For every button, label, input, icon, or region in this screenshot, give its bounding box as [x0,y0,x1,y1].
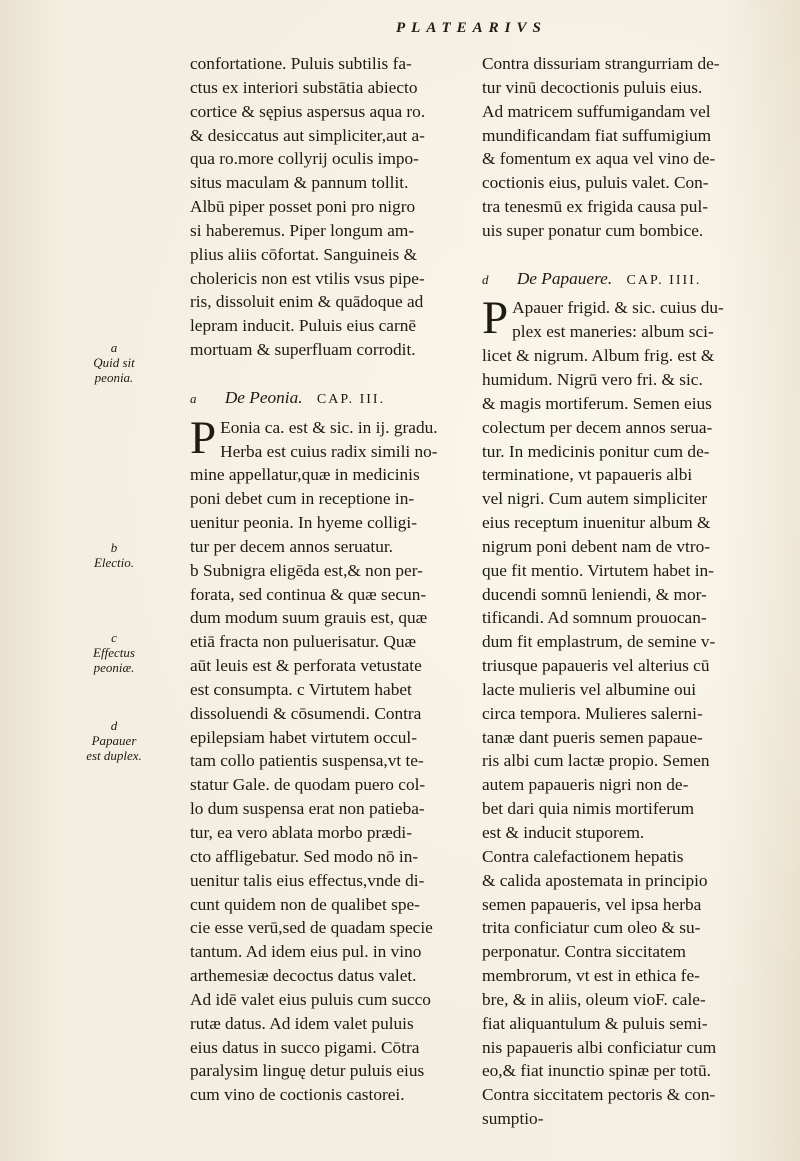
text-line: mine appellatur,quæ in medicinis [190,465,420,485]
text-line: situs maculam & pannum tollit. [190,173,409,193]
text-line: Eonia ca. est & sic. in ij. gradu. [220,417,438,437]
text-line: ris albi cum lactæ propio. Semen [482,751,710,771]
text-line: epilepsiam habet virtutem occul- [190,727,417,747]
margin-note-electio [84,540,144,570]
text-line: cum vino de coctionis castorei. [190,1085,405,1105]
text-line: triusque papaueris vel alterius cū [482,656,710,676]
text-line: Herba est cuius radix simili no- [220,441,438,461]
text-line: tur. In medicinis ponitur cum de- [482,441,710,461]
text-line: tam collo patientis suspensa,vt te- [190,751,424,771]
margin-note-letter: b [110,540,118,555]
right-bottom-paragraph [482,344,782,1131]
right-top-paragraph [482,52,782,243]
text-line: Apauer frigid. & sic. cuius du- [512,298,724,318]
text-line: confortatione. Puluis subtilis fa- [190,54,412,73]
chapter-heading-papauere [482,267,782,291]
text-line: perponatur. Contra siccitatem [482,942,686,962]
text-line: qua ro.more collyrij oculis impo- [190,149,419,169]
text-line: bet dari quia nimis mortiferum [482,799,695,819]
text-line: que fit mentio. Virtutem habet in- [482,560,714,580]
text-line: tantum. Ad idem eius pul. in vino [190,942,422,962]
text-line: plex est maneries: album sci- [512,322,714,342]
heading-reference-mark: d [482,271,489,287]
margin-note-line: Papauer [91,733,137,748]
text-line: uenitur talis eius effectus,vnde di- [190,870,425,890]
text-line: Ad matricem suffumigandam vel [482,101,711,121]
text-line: cortice & sępius aspersus aqua ro. [190,101,426,121]
running-header: PLATEARIVS [396,20,547,36]
chapter-heading-peonia [190,386,490,410]
text-line: colectum per decem annos serua- [482,417,713,437]
text-line: fiat aliquantulum & puluis semi- [482,1013,708,1033]
text-line: tanæ dant pueris semen papaue- [482,727,703,747]
text-line: & desiccatus aut simpliciter,aut a- [190,125,425,145]
dropcap-block [482,292,782,345]
text-line: Ad idē valet eius puluis cum succo [190,989,431,1009]
text-line: dissoluendi & cōsumendi. Contra [190,703,422,723]
text-line: tur, ea vero ablata morbo prædi- [190,823,412,842]
text-line: aūt leuis est & perforata vetustate [190,656,422,676]
text-line: nis papaueris albi conficiatur cum [482,1037,717,1057]
text-line: arthemesiæ decoctus datus valet. [190,966,417,986]
text-line: ris, dissoluit enim & quādoque ad [190,292,424,312]
text-line: cie esse verū,sed de quadam specie [190,918,433,938]
right-text-column [482,52,782,1131]
text-line: cunt quidem non de qualibet spe- [190,894,420,914]
text-line: nigrum poni debent nam de vtro- [482,536,710,556]
text-line: autem papaueris nigri non de- [482,775,689,795]
text-line: lo dum suspensa erat non patieba- [190,799,425,819]
text-line: trita conficiatur cum oleo & su- [482,918,701,938]
text-line: Contra siccitatem pectoris & con- [482,1085,716,1105]
text-line: poni debet cum in receptione in- [190,489,415,509]
drop-capital: P [190,411,217,464]
text-line: membrorum, vt est in ethica fe- [482,966,700,986]
text-line: plius aliis cōfortat. Sanguineis & [190,244,418,264]
text-line: dum modum suum grauis est, quæ [190,608,428,628]
text-line: cholericis non est vtilis vsus pipe- [190,268,425,288]
text-line: bre, & in aliis, oleum vioF. cale- [482,989,706,1009]
margin-note-line: peonia. [94,370,134,385]
dropcap-block [190,411,490,464]
margin-note-effectus-peoniae [84,630,144,675]
text-line: sumptio- [482,1109,544,1129]
text-line: Albū piper posset poni pro nigro [190,197,416,217]
text-line: cto affligebatur. Sed modo nō in- [190,846,419,866]
text-line: tur vinū decoctionis puluis eius. [482,77,703,97]
text-line: & calida apostemata in principio [482,870,708,890]
chapter-number: CAP. IIII. [626,272,702,288]
left-bottom-paragraph [190,463,490,1107]
margin-note-line: est duplex. [86,748,142,763]
chapter-title: De Papauere. [516,268,613,288]
margin-note-letter: d [110,718,118,733]
text-line: eius datus in succo pigami. Cōtra [190,1037,420,1057]
text-line: humidum. Nigrū vero fri. & sic. [482,369,703,389]
text-line: Contra dissuriam strangurriam de- [482,54,720,73]
margin-note-line: Quid sit [93,355,135,370]
text-line: mortuam & superfluam corrodit. [190,340,416,360]
left-top-paragraph [190,52,490,362]
text-line: est & inducit stuporem. [482,823,645,842]
margin-note-line: Effectus [93,645,135,660]
text-line: forata, sed continua & quæ secun- [190,584,427,604]
heading-reference-mark: a [190,390,197,406]
text-line: est consumpta. c Virtutem habet [190,679,412,699]
margin-note-line: Electio. [93,555,135,570]
text-line: rutæ datus. Ad idem valet puluis [190,1013,414,1033]
left-text-column [190,52,490,1107]
text-line: terminatione, vt papaueris albi [482,465,693,485]
drop-capital: P [482,292,509,345]
margin-note-papauer-duplex [84,718,144,763]
text-line: statur Gale. de quodam puero col- [190,775,426,795]
text-line: vel nigri. Cum autem simpliciter [482,489,708,509]
text-line: circa tempora. Mulieres salerni- [482,703,703,723]
text-line: b Subnigra eligēda est,& non per- [190,560,423,580]
text-line: mundificandam fiat suffumigium [482,125,712,145]
text-line: tificandi. Ad somnum prouocan- [482,608,707,628]
text-line: Contra calefactionem hepatis [482,846,684,866]
chapter-number: CAP. III. [316,391,386,407]
text-line: licet & nigrum. Album frig. est & [482,346,715,366]
text-line: etiā fracta non puluerisatur. Quæ [190,632,417,652]
margin-note-quid-sit-peonia [84,340,144,385]
text-line: si haberemus. Piper longum am- [190,220,415,240]
text-line: lacte mulieris vel albumine oui [482,679,697,699]
text-line: semen papaueris, vel ipsa herba [482,894,702,914]
text-line: & fomentum ex aqua vel vino de- [482,149,716,169]
text-line: tra tenesmū ex frigida causa pul- [482,197,709,217]
text-line: eo,& fiat inunctio spinæ per totū. [482,1061,711,1081]
text-line: tur per decem annos seruatur. [190,536,393,556]
text-line: uenitur peonia. In hyeme colligi- [190,513,417,533]
margin-note-letter: a [110,340,118,355]
text-line: dum fit emplastrum, de semine v- [482,632,716,652]
text-line: uis super ponatur cum bombice. [482,220,704,240]
text-line: eius receptum inuenitur album & [482,513,711,533]
text-line: paralysim linguę detur puluis eius [190,1061,425,1081]
margin-note-letter: c [111,630,117,645]
text-line: coctionis eius, puluis valet. Con- [482,173,709,193]
text-line: lepram inducit. Puluis eius carnē [190,316,417,336]
margin-note-line: peoniæ. [93,660,135,675]
text-line: ctus ex interiori substātia abiecto [190,77,418,97]
text-line: & magis mortiferum. Semen eius [482,393,712,413]
chapter-title: De Peonia. [224,387,303,407]
text-line: ducendi somnū leniendi, & mor- [482,584,707,604]
